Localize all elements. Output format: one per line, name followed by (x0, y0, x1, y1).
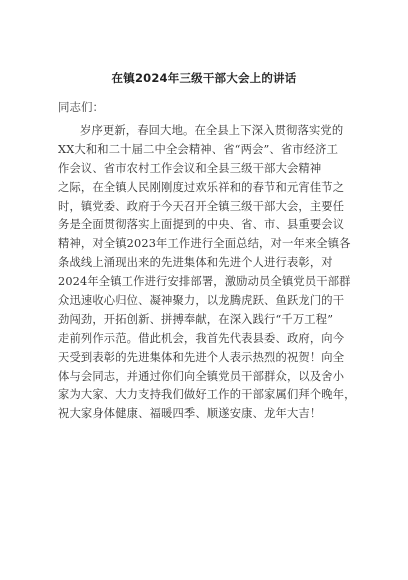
body-line: 2024年全镇工作进行安排部署，激励动员全镇党员干部群 (58, 275, 351, 289)
body-line: 天受到表彰的先进集体和先进个人表示热烈的祝贺！向全 (58, 350, 345, 364)
body-line: 时，镇党委、政府于今天召开全镇三级干部大会，主要任 (58, 199, 345, 213)
body-line: 之际，在全镇人民刚刚度过欢乐祥和的春节和元宵佳节之 (58, 180, 345, 194)
body-line: 体与会同志，并通过你们向全镇党员干部群众，以及舍小 (58, 369, 345, 383)
body-line: 条战线上涌现出来的先进集体和先进个人进行表彰，对 (58, 256, 333, 270)
body-line: 务是全面贯彻落实上面提到的中央、省、市、县重要会议 (58, 218, 345, 232)
body-line: 祝大家身体健康、福暖四季、顺遂安康、龙年大吉！ (58, 407, 322, 421)
body-line: 劲闯劲，开拓创新、拼搏奉献，在深入践行“千万工程” (58, 312, 334, 326)
body-line: 作会议、省市农村工作会议和全县三级干部大会精神 (58, 161, 322, 175)
body-line: 走前列作示范。借此机会，我首先代表县委、政府，向今 (58, 331, 345, 345)
body-line: 精神，对全镇2023年工作进行全面总结，对一年来全镇各 (58, 237, 351, 251)
speech-body (58, 122, 358, 424)
greeting: 同志们： (58, 100, 104, 114)
body-line: 家为大家、大力支持我们做好工作的干部家属们拜个晚年， (58, 388, 356, 402)
body-line: XX大和和二十届二中全会精神、省“两会”、省市经济工 (58, 142, 339, 156)
body-line: 众迅速收心归位、凝神聚力，以龙腾虎跃、鱼跃龙门的干 (58, 294, 345, 308)
document-title: 在镇2024年三级干部大会上的讲话 (111, 71, 297, 85)
body-line: 岁序更新，春回大地。在全县上下深入贯彻落实党的 (80, 124, 344, 137)
